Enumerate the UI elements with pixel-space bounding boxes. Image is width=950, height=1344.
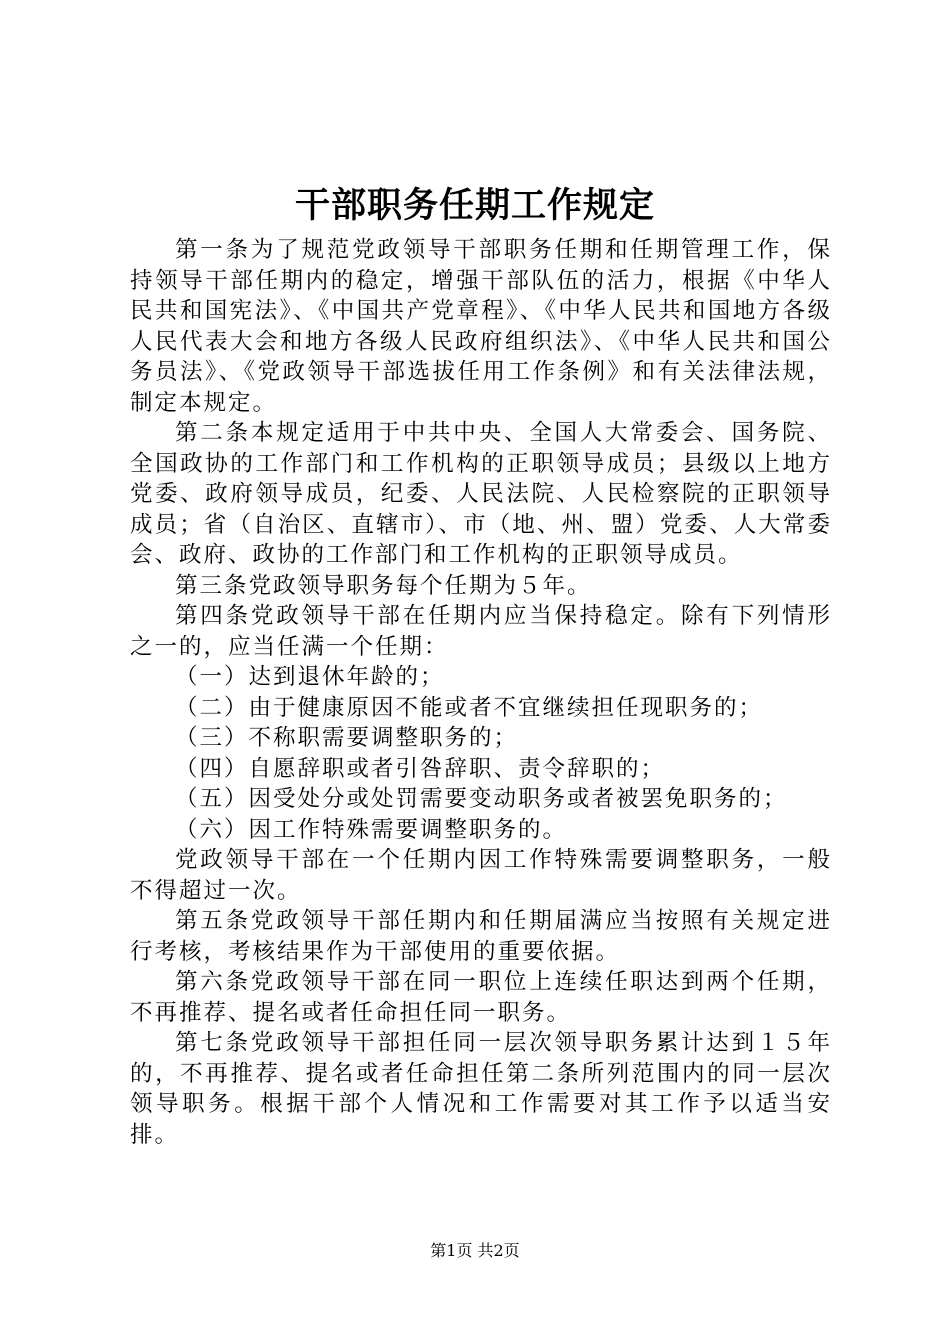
- paragraph-article-1: 第一条为了规范党政领导干部职务任期和任期管理工作，保持领导干部任期内的稳定，增强干部队伍的活力，根据《中华人民共和国宪法》、《中国共产党章程》、《中华人民共和国地方各级人民代表大会和地方各级人民政府组织法》、《中华人民共和国公务员法》、《党政领导干部选拔任用工作条例》和有关法律法规，制定本规定。: [130, 237, 832, 416]
- paragraph-article-7: 第七条党政领导干部担任同一层次领导职务累计达到１５年的，不再推荐、提名或者任命担任第二条所列范围内的同一层次领导职务。根据干部个人情况和工作需要对其工作予以适当安排。: [130, 1030, 832, 1148]
- list-item-2: （二）由于健康原因不能或者不宜继续担任现职务的；: [175, 694, 764, 721]
- paragraph-article-4: 第四条党政领导干部在任期内应当保持稳定。除有下列情形之一的，应当任满一个任期：: [130, 603, 832, 660]
- page-number-footer: 第1页 共2页: [430, 1241, 520, 1260]
- paragraph-article-4-note: 党政领导干部在一个任期内因工作特殊需要调整职务，一般不得超过一次。: [130, 847, 832, 904]
- list-item-6: （六）因工作特殊需要调整职务的。: [175, 816, 568, 843]
- list-item-5: （五）因受处分或处罚需要变动职务或者被罢免职务的；: [175, 786, 788, 812]
- list-item-3: （三）不称职需要调整职务的；: [175, 725, 519, 751]
- paragraph-article-3: 第三条党政领导职务每个任期为５年。: [175, 572, 592, 599]
- list-item-1: （一）达到退休年龄的；: [175, 664, 445, 690]
- list-item-4: （四）自愿辞职或者引咎辞职、责令辞职的；: [175, 755, 666, 782]
- paragraph-article-2: 第二条本规定适用于中共中央、全国人大常委会、国务院、全国政协的工作部门和工作机构的正职领导成员；县级以上地方党委、政府领导成员，纪委、人民法院、人民检察院的正职领导成员；省（自治区、直辖市）、市（地、州、盟）党委、人大常委会、政府、政协的工作部门和工作机构的正职领导成员。: [130, 420, 832, 568]
- document-body: [130, 235, 832, 1150]
- paragraph-article-6: 第六条党政领导干部在同一职位上连续任职达到两个任期，不再推荐、提名或者任命担任同一职务。: [130, 969, 832, 1026]
- document-title: 干部职务任期工作规定: [294, 185, 655, 226]
- paragraph-article-5: 第五条党政领导干部任期内和任期届满应当按照有关规定进行考核，考核结果作为干部使用的重要依据。: [130, 908, 832, 965]
